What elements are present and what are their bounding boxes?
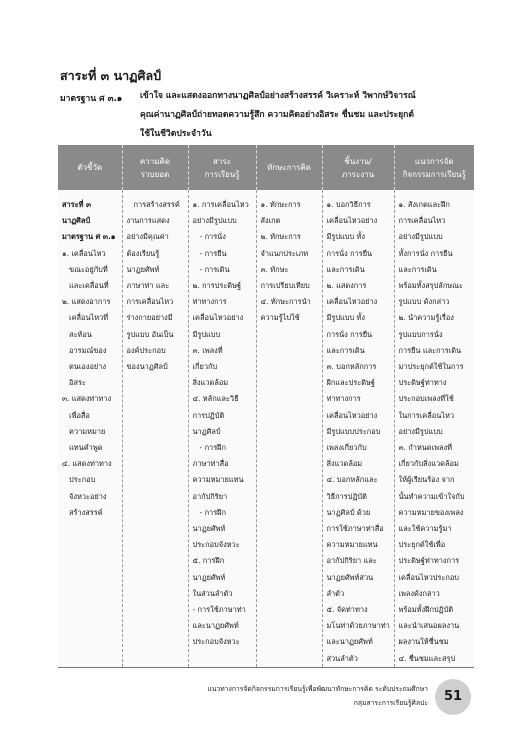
cell-line: - การฝึก xyxy=(192,443,226,453)
cell-line: ๒. นำความรู้เรื่อง xyxy=(398,313,454,323)
cell-line: อย่างมีรูปแบบ xyxy=(192,216,237,226)
cell-line: ขณะอยู่กับที่ xyxy=(62,264,108,274)
cell-line: ทั้งการนั่ง การยืน xyxy=(398,248,453,258)
cell-line: สร้างสรรค์ xyxy=(62,507,103,517)
cell-line: ของนาฏศิลป์ xyxy=(126,362,168,372)
cell-line: การสร้างสรรค์ xyxy=(126,200,180,209)
header-line: ทักษะการคิด xyxy=(267,163,311,172)
header-line: ชิ้นงาน/ xyxy=(344,156,372,166)
cell-line: ลำตัว xyxy=(326,588,345,598)
task-cell xyxy=(322,190,394,667)
cell-line: อย่างมีคุณค่า xyxy=(126,232,169,242)
cell-line: ให้ผู้เรียนร้อง จาก xyxy=(398,475,455,485)
cell-line: - การนั่ง xyxy=(192,232,226,242)
cell-line: เพลงดังกล่าว xyxy=(398,588,440,598)
cell-line: เคลื่อนไหวที่ xyxy=(62,313,109,323)
cell-line: ความหมาย xyxy=(62,426,106,436)
cell-line: นาฏยศัพท์ xyxy=(126,264,160,274)
cell-line: ๓. บอกหลักการ xyxy=(326,362,377,372)
content-cell xyxy=(188,190,256,667)
strand-heading: สาระที่ ๓ นาฏศิลป์ xyxy=(60,68,162,83)
cell-line: จังหวะอย่าง xyxy=(62,491,107,501)
cell-line: การยืน และการเดิน xyxy=(398,345,462,355)
concept-cell xyxy=(122,190,188,667)
cell-line: ๕. การฝึก xyxy=(192,556,225,566)
cell-line: สะท้อน xyxy=(62,329,92,339)
cell-line: ๑. สังเกตและฝึก xyxy=(398,200,450,209)
cell-line: แทนคำพูด xyxy=(62,443,103,453)
cell-line: เกี่ยวกับสิ่งแวดล้อม xyxy=(398,459,459,469)
cell-line: - การเดิน xyxy=(192,264,230,274)
cell-line: และนำเสนอผลงาน xyxy=(398,621,460,631)
cell-line: ตนเองอย่าง xyxy=(62,362,107,372)
cell-line: รูปแบบการนั่ง xyxy=(398,329,443,339)
cell-line: เคลื่อนไหวประกอบ xyxy=(398,572,459,582)
cell-line: มีรูปแบบ ทั้ง xyxy=(326,232,366,242)
cell-line: และการเดิน xyxy=(326,345,365,355)
header-activity xyxy=(394,145,474,190)
cell-line: ประดิษฐ์ท่าทางการ xyxy=(398,556,460,566)
cell-line: การใช้ภาษาท่าสื่อ xyxy=(326,524,384,534)
cell-line: นาฏศิลป์ xyxy=(192,426,221,436)
cell-line: สังเกต xyxy=(260,216,281,226)
curriculum-table xyxy=(58,145,474,668)
cell-line: มาตรฐาน ศ ๓.๑ xyxy=(62,232,116,242)
cell-line: วิธีการปฏิบัติ xyxy=(326,491,367,501)
cell-line: และเคลื่อนที่ xyxy=(62,281,109,291)
cell-line: และการเดิน xyxy=(326,264,365,274)
cell-line: ๔. หลักและวิธี xyxy=(192,394,239,404)
cell-line: ๓. ทักษะ xyxy=(260,264,289,274)
cell-line: ประกอบ xyxy=(62,475,96,485)
cell-line: การนั่ง การยืน xyxy=(326,248,373,258)
cell-line: พร้อมทั้งฝึกปฏิบัติ xyxy=(398,605,454,615)
standard-line: เข้าใจ และแสดงออกทางนาฏศิลป์อย่างสร้างสรรค์ วิเคราะห์ วิพากษ์วิจารณ์ xyxy=(140,91,416,101)
cell-line: ความหมายแทน xyxy=(192,475,244,485)
cell-line: นาฏยศัพท์ xyxy=(192,524,226,534)
cell-line: สิ่งแวดล้อม xyxy=(326,459,363,469)
cell-line: ๔. แสดงท่าทาง xyxy=(62,459,112,469)
cell-line: และนาฏยศัพท์ xyxy=(192,621,239,631)
cell-line: ความหมายแทน xyxy=(326,540,378,550)
cell-line: สาระที่ ๓ xyxy=(62,200,92,209)
cell-line: ๕. จัดท่าทาง xyxy=(326,605,368,615)
header-line: แนวการจัด xyxy=(414,156,454,166)
cell-line: ร่างกายอย่างมี xyxy=(126,313,173,323)
cell-line: มีรูปแบบ xyxy=(192,329,221,339)
header-line: สาระ xyxy=(213,156,231,166)
cell-line: มีรูปแบบ ทั้ง xyxy=(326,313,366,323)
table-row xyxy=(58,190,474,667)
header-thinking-skill xyxy=(256,145,322,190)
standard-label: มาตรฐาน ศ ๓.๑ xyxy=(60,94,123,104)
cell-line: งานการแสดง xyxy=(126,216,170,226)
cell-line: รูปแบบ ดังกล่าว xyxy=(398,297,450,307)
header-line: รวบยอด xyxy=(140,169,170,179)
cell-line: ๑. เคลื่อนไหว xyxy=(62,248,106,258)
cell-line: ผลงานให้ชื่นชม xyxy=(398,637,449,647)
cell-line: การปฏิบัติ xyxy=(192,410,225,420)
cell-line: ในส่วนลำตัว xyxy=(192,588,233,598)
standard-description xyxy=(140,87,470,144)
cell-line: และการเดิน xyxy=(398,264,437,274)
cell-line: - การใช้ภาษาท่า xyxy=(192,605,246,615)
cell-line: ๔. ชื่นชมและสรุป xyxy=(398,653,456,663)
cell-line: ๓. เพลงที่ xyxy=(192,345,223,355)
cell-line: ๒. แสดงการ xyxy=(326,281,367,291)
cell-line: ประกอบเพลงที่ใช้ xyxy=(398,394,454,404)
cell-line: ๑. ทักษะการ xyxy=(260,200,301,209)
cell-line: ประกอบจังหวะ xyxy=(192,637,240,647)
cell-line: การนั่ง การยืน xyxy=(326,329,373,339)
cell-line: เคลื่อนไหวอย่าง xyxy=(326,216,378,226)
header-concept xyxy=(122,145,188,190)
cell-line: ๒. การประดิษฐ์ xyxy=(192,281,242,291)
cell-line: เพื่อสื่อ xyxy=(62,410,90,420)
cell-line: ภาษาท่าสื่อ xyxy=(192,459,229,469)
cell-line: อย่างมีรูปแบบ xyxy=(398,426,443,436)
cell-line: สิ่งแวดล้อม xyxy=(192,378,229,388)
cell-line: ประกอบจังหวะ xyxy=(192,540,240,550)
indicator-cell xyxy=(58,190,122,667)
header-line: การเรียนรู้ xyxy=(204,169,240,179)
thinking-skill-cell xyxy=(256,190,322,667)
cell-line: ความหมายของเพลง xyxy=(398,507,464,517)
cell-line: เกี่ยวกับ xyxy=(192,362,218,372)
header-line: ตัวชี้วัด xyxy=(77,163,103,172)
cell-line: ๓. กำหนดเพลงที่ xyxy=(398,443,453,453)
cell-line: เคลื่อนไหวอย่าง xyxy=(326,297,378,307)
cell-line: อารมณ์ของ xyxy=(62,345,107,355)
cell-line: อิสระ xyxy=(62,378,86,388)
cell-line: ท่าทางการ xyxy=(192,297,227,307)
cell-line: เพลงเกี่ยวกับ xyxy=(326,443,367,453)
cell-line: ๔. บอกหลักและ xyxy=(326,475,378,485)
cell-line: มาประยุกต์ใช้ในการ xyxy=(398,362,464,372)
cell-line: การเคลื่อนไหว xyxy=(398,216,446,226)
standard-line: คุณค่านาฏศิลป์ถ่ายทอดความรู้สึก ความคิดอย่างอิสระ ชื่นชม และประยุกต์ xyxy=(140,110,414,120)
standard-line: ใช้ในชีวิตประจำวัน xyxy=(140,129,212,139)
cell-line: - การฝึก xyxy=(192,507,226,517)
cell-line: มโนท่าด้วยภาษาท่า xyxy=(326,621,390,631)
cell-line: ฝึกและประดิษฐ์ xyxy=(326,378,375,388)
activity-cell xyxy=(394,190,474,667)
header-indicator xyxy=(58,145,122,190)
footer-title: แนวทางการจัดกิจกรรมการเรียนรู้เพื่อพัฒนาทักษะการคิด ระดับประถมศึกษา xyxy=(207,685,428,693)
cell-line: การเปรียบเทียบ xyxy=(260,281,310,291)
cell-line: อากัปกิริยา xyxy=(192,491,228,501)
cell-line: และนาฏยศัพท์ xyxy=(326,637,373,647)
cell-line: ประยุกต์ใช้เพื่อ xyxy=(398,540,446,550)
cell-line: ๑. บอกวิธีการ xyxy=(326,200,371,209)
cell-line: ความรู้ไปใช้ xyxy=(260,313,300,323)
cell-line: - การยืน xyxy=(192,248,227,258)
cell-line: นาฏศิลป์ xyxy=(62,216,91,226)
cell-line: นาฏยศัพท์ส่วน xyxy=(326,572,374,582)
cell-line: พร้อมทั้งสรุปลักษณะ xyxy=(398,281,464,291)
header-line: กิจกรรมการเรียนรู้ xyxy=(402,169,466,179)
cell-line: ๔. ทักษะการนำ xyxy=(260,297,311,307)
cell-line: เคลื่อนไหวอย่าง xyxy=(326,410,378,420)
cell-line: อย่างมีรูปแบบ xyxy=(398,232,443,242)
header-task xyxy=(322,145,394,190)
header-line: ความคิด xyxy=(139,156,171,166)
cell-line: ท่าทางการ xyxy=(326,394,361,404)
cell-line: ภาษาท่า และ xyxy=(126,281,170,291)
cell-line: ในการเคลื่อนไหว xyxy=(398,410,454,420)
cell-line: การเคลื่อนไหว xyxy=(126,297,174,307)
cell-line: ๒. แสดงอาการ xyxy=(62,297,111,307)
cell-line: ๒. ทักษะการ xyxy=(260,232,301,242)
cell-line: มีรูปแบบประกอบ xyxy=(326,426,381,436)
cell-line: นั้นทำความเข้าใจกับ xyxy=(398,491,465,501)
page-number-badge: 51 xyxy=(435,679,471,715)
header-line: ภาระงาน xyxy=(341,169,375,179)
cell-line: ต้องเรียนรู้ xyxy=(126,248,160,258)
cell-line: ส่วนลำตัว xyxy=(326,653,358,663)
cell-line: รูปแบบ อันเป็น xyxy=(126,329,174,339)
cell-line: ๓. แสดงท่าทาง xyxy=(62,394,112,404)
footer-subtitle: กลุ่มสาระการเรียนรู้ศิลปะ xyxy=(353,699,428,707)
cell-line: และใช้ความรู้มา xyxy=(398,524,452,534)
cell-line: อากัปกิริยา และ xyxy=(326,556,377,566)
table-header-row xyxy=(58,145,474,190)
cell-line: นาฏยศัพท์ xyxy=(192,572,226,582)
cell-line: ประดิษฐ์ท่าทาง xyxy=(398,378,447,388)
cell-line: นาฏศิลป์ ด้วย xyxy=(326,507,371,517)
header-content xyxy=(188,145,256,190)
cell-line: เคลื่อนไหวอย่าง xyxy=(192,313,244,323)
cell-line: ๑. การเคลื่อนไหว xyxy=(192,200,249,209)
cell-line: องค์ประกอบ xyxy=(126,345,166,355)
cell-line: จำแนกประเภท xyxy=(260,248,309,258)
